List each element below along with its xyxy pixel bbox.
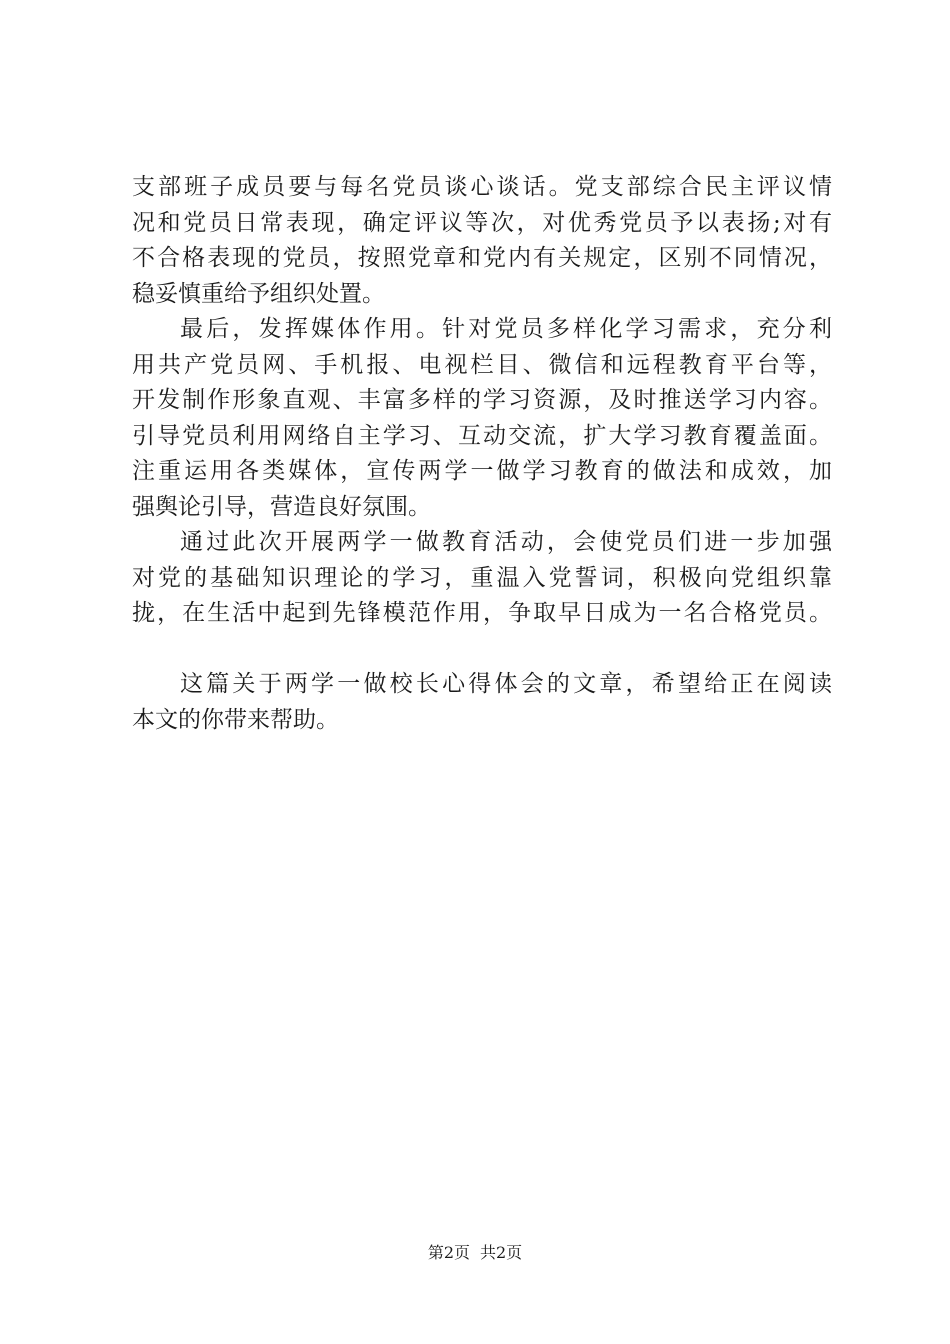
text-line: 稳妥慎重给予组织处置。 bbox=[132, 280, 385, 307]
paragraph bbox=[132, 525, 832, 632]
paragraph bbox=[132, 312, 832, 525]
paragraph bbox=[132, 667, 832, 738]
paragraph bbox=[132, 170, 832, 312]
text-line: 这篇关于两学一做校长心得体会的文章，希望给正在阅读 bbox=[180, 671, 832, 697]
paragraph-gap bbox=[132, 632, 832, 668]
text-line: 本文的你带来帮助。 bbox=[132, 706, 339, 733]
text-line: 拢，在生活中起到先锋模范作用，争取早日成为一名合格党员。 bbox=[132, 600, 832, 626]
text-line: 对党的基础知识理论的学习，重温入党誓词，积极向党组织靠 bbox=[132, 564, 832, 591]
document-body bbox=[132, 170, 832, 738]
text-line: 最后，发挥媒体作用。针对党员多样化学习需求，充分利 bbox=[180, 316, 832, 342]
text-line: 开发制作形象直观、丰富多样的学习资源，及时推送学习内容。 bbox=[132, 387, 832, 413]
text-line: 注重运用各类媒体，宣传两学一做学习教育的做法和成效，加 bbox=[132, 458, 832, 484]
text-line: 况和党员日常表现，确定评议等次，对优秀党员予以表扬;对有 bbox=[132, 209, 832, 236]
text-line: 引导党员利用网络自主学习、互动交流，扩大学习教育覆盖面。 bbox=[132, 422, 832, 449]
text-line: 支部班子成员要与每名党员谈心谈话。党支部综合民主评议情 bbox=[132, 174, 832, 200]
page-number: 第2页 bbox=[427, 1243, 470, 1262]
text-line: 强舆论引导，营造良好氛围。 bbox=[132, 493, 431, 520]
text-line: 用共产党员网、手机报、电视栏目、微信和远程教育平台等， bbox=[132, 351, 832, 378]
page-total: 共2页 bbox=[480, 1243, 523, 1262]
text-line: 通过此次开展两学一做教育活动，会使党员们进一步加强 bbox=[180, 529, 832, 555]
page-footer bbox=[0, 1243, 950, 1263]
text-line: 不合格表现的党员，按照党章和党内有关规定，区别不同情况， bbox=[132, 245, 832, 271]
